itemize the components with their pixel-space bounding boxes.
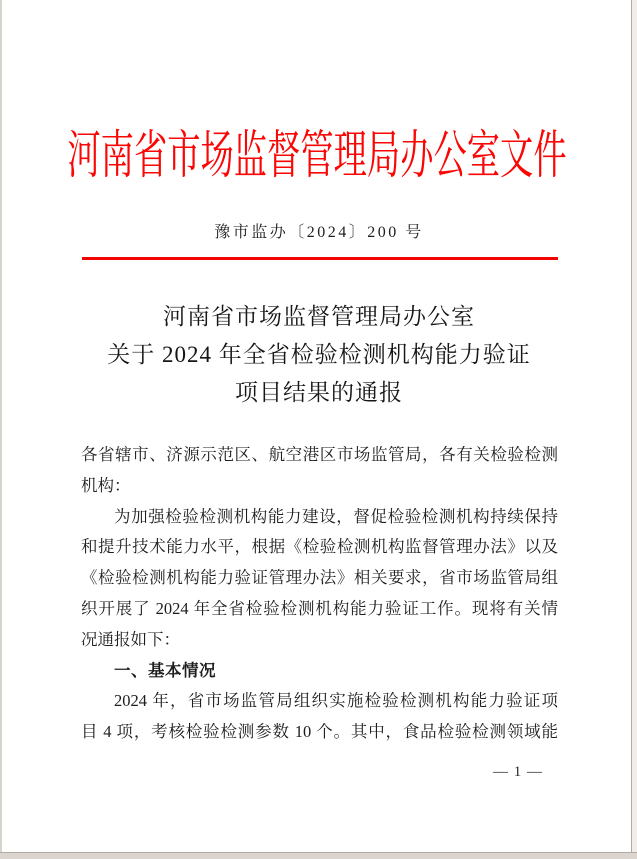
body-line-salutation-2: 机构：: [81, 475, 131, 495]
letterhead-banner: [2, 128, 632, 186]
body-line-paragraph: 和提升技术能力水平，根据《检验检测机构监督管理办法》以及: [81, 537, 558, 557]
page-number: — 1 —: [493, 764, 543, 780]
body-line-paragraph: 况通报如下：: [81, 629, 180, 649]
doc-title-line-3: 项目结果的通报: [235, 380, 403, 405]
doc-number: 豫市监办〔2024〕200 号: [214, 224, 424, 241]
section-heading-basic-situation: 一、基本情况: [114, 661, 216, 680]
body-line-paragraph: 《检验检测机构能力验证管理办法》相关要求，省市场监管局组: [81, 568, 558, 588]
body-line-paragraph: 2024 年，省市场监管局组织实施检验检测机构能力验证项: [114, 691, 558, 711]
body-line-paragraph: 为加强检验检测机构能力建设，督促检验检测机构持续保持: [114, 506, 558, 526]
doc-title-line-1: 河南省市场监督管理局办公室: [163, 304, 475, 329]
doc-body: [81, 440, 558, 748]
letterhead-title: 河南省市场监督管理局办公室文件: [67, 128, 567, 185]
body-line-paragraph: 目 4 项，考核检验检测参数 10 个。其中，食品检验检测领域能: [81, 722, 558, 742]
body-line-salutation: 各省辖市、济源示范区、航空港区市场监管局，各有关检验检测: [81, 445, 558, 464]
doc-title-line-2: 关于 2024 年全省检验检测机构能力验证: [107, 342, 531, 367]
doc-title: [41, 298, 597, 412]
body-line-paragraph: 织开展了 2024 年全省检验检测机构能力验证工作。现将有关情: [81, 598, 558, 618]
page-bottom-edge: [0, 852, 637, 859]
red-separator-line: [82, 257, 558, 260]
